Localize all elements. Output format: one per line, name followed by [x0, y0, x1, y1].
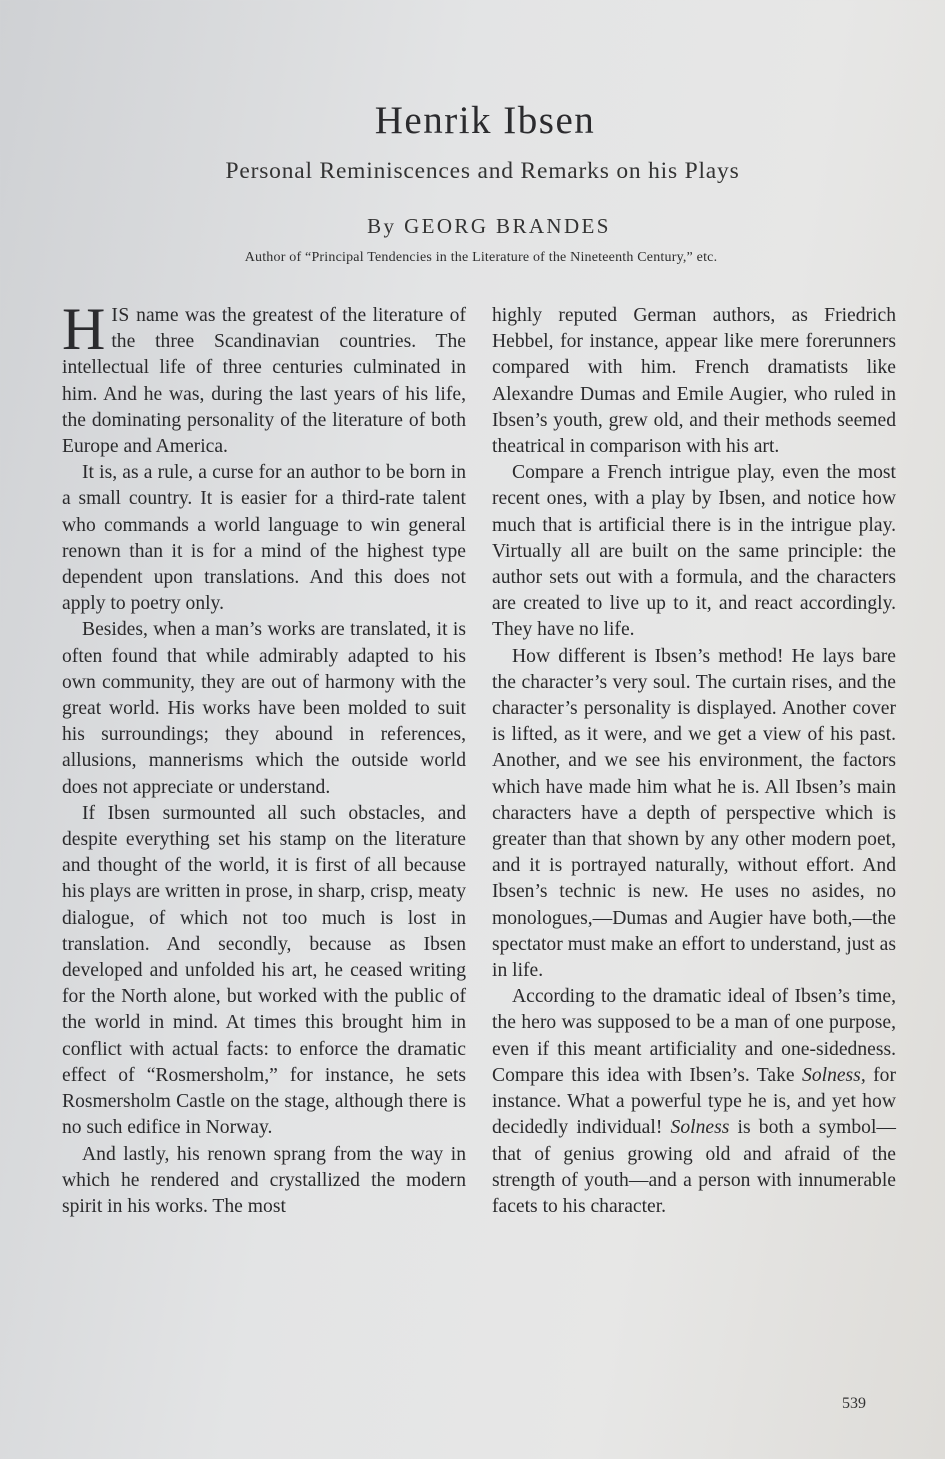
paragraph-9 — [492, 984, 896, 1220]
page-number: 539 — [842, 1395, 866, 1412]
small-caps-opening: IS — [111, 305, 130, 326]
play-title-solness-2: Solness — [670, 1117, 730, 1139]
paragraph-2: It is, as a rule, a curse for an author to be born in a small country. It is easier for a third-rate talent who commands a world language to win general renown than it is for a mind of the highest type dependent upon translations. And this does not apply to poetry only. — [62, 462, 466, 615]
paragraph-4: If Ibsen surmounted all such obstacles, and despite everything set his stamp on the literature and thought of the world, it is first of all because his plays are written in prose, in sharp, crisp, meaty dialogue, of which not too much is lost in translation. And secondly, because as Ibsen developed and unfolded his art, he ceased writing for the North alone, but worked with the public of the world in mind. At times this brought him in conflict with actual facts: to enforce the dramatic effect of “Rosmersholm,” for instance, he sets Rosmersholm Castle on the stage, although there is no such edifice in Norway. — [62, 802, 466, 1139]
author-credit: Author of “Principal Tendencies in the Literature of the Nineteenth Century,” etc. — [244, 250, 718, 265]
play-title-solness: Solness, — [802, 1064, 866, 1086]
paragraph-1 — [62, 296, 466, 460]
paragraph-7: Compare a French intrigue play, even the most recent ones, with a play by Ibsen, and notice how much that is artificial there is in the intrigue play. Virtually all are built on the same principle: the author sets out with a formula, and the characters are created to live up to it, and react accordingly. They have no life. — [492, 462, 896, 641]
paragraph-1-text: name was the greatest of the literature of the three Scandinavian countries. The intellectual life of three centuries culminated in him. And he was, during the last years of his life, the dominating personality of the literature of both Europe and America. — [62, 305, 466, 458]
paragraph-6: highly reputed German authors, as Friedrich Hebbel, for instance, appear like mere forerunners compared with him. French dramatists like Alexandre Dumas and Emile Augier, who ruled in Ibsen’s youth, grew old, and their methods seemed theatrical in comparison with his art. — [492, 305, 896, 458]
paragraph-3: Besides, when a man’s works are translated, it is often found that while admirably adapted to his own community, they are out of harmony with the great world. His works have been molded to suit his surroundings; they abound in references, allusions, mannerisms which the outside world does not appreciate or understand. — [62, 619, 466, 798]
paragraph-9-part-b: for instance. What a powerful type he is, and yet how decidedly individual! — [492, 1064, 896, 1139]
paragraph-9-part-c: is both a symbol—that of genius growing old and afraid of the strength of youth—and a person with innumerable facets to his character. — [492, 1117, 896, 1217]
left-column — [62, 296, 466, 1220]
article-title: Henrik Ibsen — [374, 99, 596, 142]
paragraph-5: And lastly, his renown sprang from the way in which he rendered and crystallized the modern spirit in his works. The most — [62, 1143, 466, 1217]
right-column — [492, 303, 896, 1220]
paragraph-9-part-a: According to the dramatic ideal of Ibsen’s time, the hero was supposed to be a man of one purpose, even if this meant artificiality and one-sidedness. Compare this idea with Ibsen’s. Take — [492, 986, 896, 1086]
article-subtitle: Personal Reminiscences and Remarks on his Plays — [225, 158, 740, 184]
byline: By GEORG BRANDES — [367, 214, 611, 238]
paragraph-8: How different is Ibsen’s method! He lays bare the character’s very soul. The curtain rises, and the character’s personality is displayed. Another cover is lifted, as it were, and we get a view of his past. Another, and we see his environment, the factors which have made him what he is. All Ibsen’s main characters have a depth of perspective which is greater than that shown by any other modern poet, and it is portrayed naturally, without effort. And Ibsen’s technic is new. He uses no asides, no monologues,—Dumas and Augier have both,—the spectator must make an effort to understand, just as in life. — [492, 645, 896, 982]
drop-cap: H — [62, 296, 106, 362]
